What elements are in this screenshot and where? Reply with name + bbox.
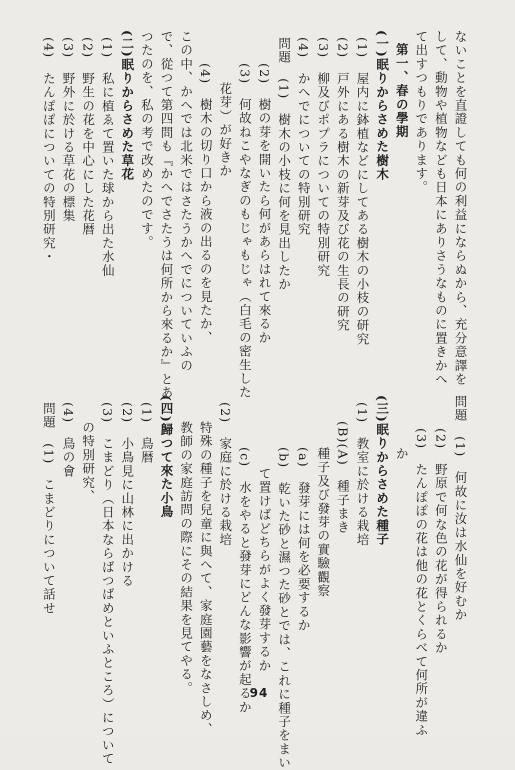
text-column: (4) たんぽぽについての特別研究・ xyxy=(41,36,57,264)
text-column: (三)眠りからさめた種子 xyxy=(374,395,390,547)
text-column: (4) 樹木の切り口から液の出るのを見たか、 xyxy=(198,62,214,345)
text-column: (B)(A) 種子まき xyxy=(335,421,351,535)
text-column: て置けばどちらがよく發芽するか xyxy=(257,466,272,672)
text-column: (四)歸つて來た小鳥 xyxy=(159,395,174,519)
text-column: の特別研究、 xyxy=(80,421,96,504)
text-column: (2) 小鳥見に山林に出かける xyxy=(119,401,135,588)
text-column: (2) 家庭に於ける栽培 xyxy=(217,401,233,547)
text-column: して、動物や植物なども日本にありさうなものに置きかへ xyxy=(433,30,449,387)
text-column: (1) 鳥暦 xyxy=(139,401,155,464)
text-column: この中、かへでは北米ではさたうかへでについていふの xyxy=(178,30,194,373)
text-column: (4) かへでについての特別研究 xyxy=(296,36,312,236)
text-column: 問題 (1) 樹木の小枝に何を見出したか xyxy=(276,36,292,291)
text-column: (c) 水をやると發芽にどんな影響が起るか xyxy=(237,447,253,714)
text-column: (3) 野外に於ける草花の標集 xyxy=(61,36,76,223)
text-column: 問題 (1) こまどりについて話せ xyxy=(41,401,57,615)
text-column: で、從つて第四問も『かへでさたうは何所から來るか』とあ xyxy=(159,30,174,400)
text-column: 教師の家庭訪問の際にその結果を見てやる。 xyxy=(178,421,194,695)
text-column: (3) たんぽぽの花は他の花とくらべて何所が違ふ xyxy=(413,427,429,737)
page-number: 94 xyxy=(249,686,269,700)
text-column: 花芽）が好きか xyxy=(217,82,233,178)
text-column: つたのを、私の考で改めたのです。 xyxy=(139,30,155,250)
text-column: (二)眠りからさめた草花 xyxy=(119,30,135,182)
text-column: (2) 野原で何な色の花が得られるか xyxy=(433,427,449,655)
text-column: 特殊の種子を兒童に與へて、家庭園藝をなさしめ、 xyxy=(198,421,214,737)
text-column: 第一、春の學期 xyxy=(394,43,410,139)
text-column: (一)眠りからさめた樹木 xyxy=(374,30,390,182)
text-column: 問題 (1) 何故に汝は水仙を好むか xyxy=(453,395,468,622)
text-column: (2) 戸外にある樹木の新芽及び花の生長の研究 xyxy=(335,36,351,332)
text-column: (3) こまどり（日本ならばつばめといふところ）について xyxy=(100,401,116,766)
text-column: (1) 私に植ゑて置いた球から出た水仙 xyxy=(100,36,116,278)
text-column: か xyxy=(394,447,410,461)
text-column: (3) 柳及びポプラについての特別研究 xyxy=(315,36,331,278)
text-column: ないことを直證しても何の利益にならぬから、充分意譯を xyxy=(453,30,468,387)
text-column: (3) 何故ねこやなぎのもじゃもじゃ（白毛の密生した xyxy=(237,62,253,399)
text-column: (1) 教室に於ける栽培 xyxy=(355,401,370,547)
text-column: (a) 發芽には何を必要するか xyxy=(296,447,312,633)
text-column: て出すつもりであります。 xyxy=(413,30,429,195)
text-column: (b) 乾いた砂と濕つた砂とでは、これに種子をまい xyxy=(276,447,292,770)
text-column: (2) 野生の花を中心にした花暦 xyxy=(80,36,96,236)
text-column: (2) 樹の芽を開いたら何があらはれて來るか xyxy=(257,62,272,345)
text-column: (4) 鳥の會 xyxy=(61,401,76,478)
text-column: 種子及び發芽の實驗觀察 xyxy=(315,447,331,598)
text-column: (1) 屋内に鉢植などにしてある樹木の小枝の研究 xyxy=(355,36,370,346)
